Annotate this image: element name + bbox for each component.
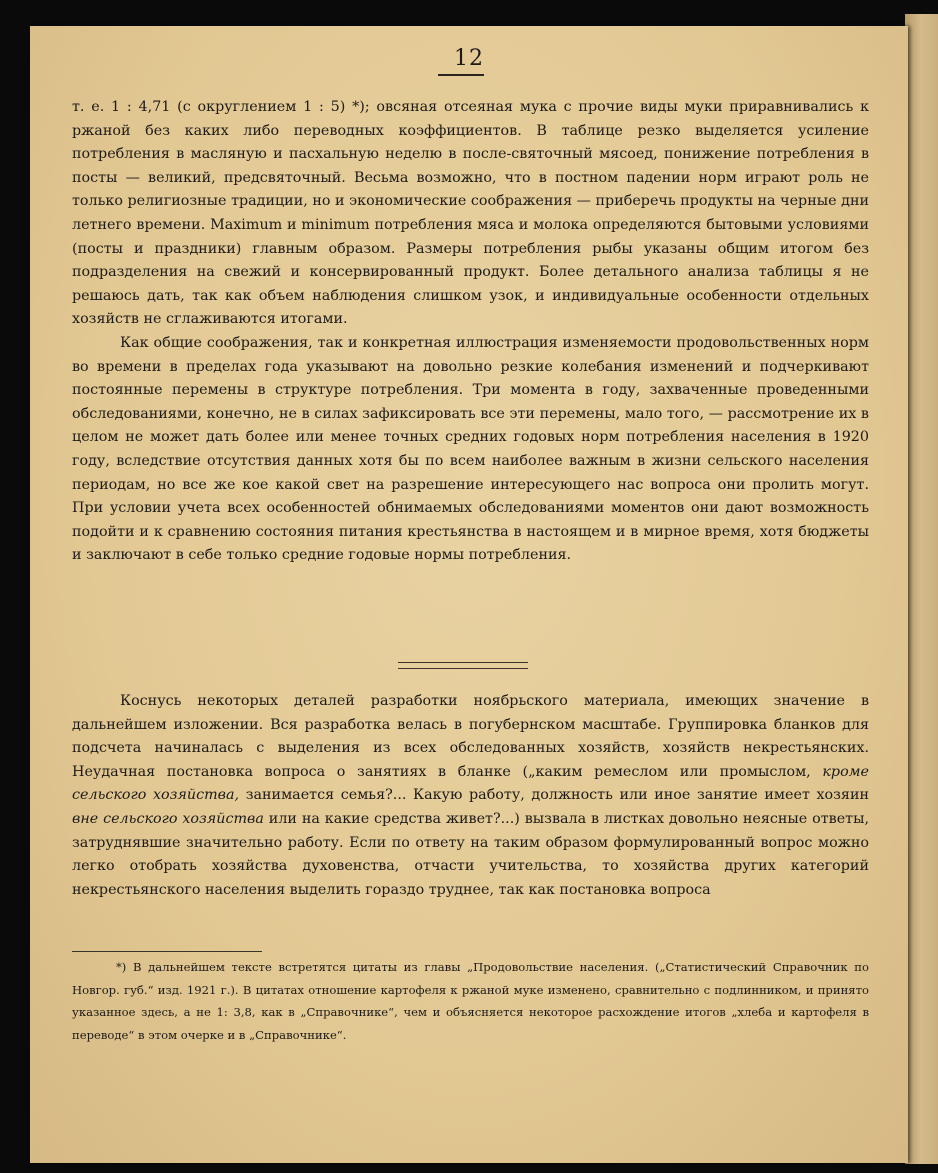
body-text-top bbox=[72, 96, 869, 568]
page-number-underline bbox=[438, 74, 484, 76]
footnote-separator bbox=[72, 951, 262, 952]
paragraph-3 bbox=[72, 690, 869, 902]
book-page bbox=[30, 26, 908, 1163]
paragraph-1: т. е. 1 : 4,71 (с округлением 1 : 5) *); овсяная отсеяная мука с прочие виды муки приравнивались к ржаной без каких либо переводных коэффициентов. В таблице резко выделяется усиление потребления в масляную и пасхальную неделю в после-святочный мясоед, понижение потребления в посты — великий, предсвяточный. Весьма возможно, что в постном падении норм играют роль не только религиозные традиции, но и экономические соображения — приберечь продукты на черные дни летнего времени. Maximum и minimum потребления мяса и молока определяются бытовыми условиями (посты и праздники) главным образом. Размеры потребления рыбы указаны общим итогом без подразделения на свежий и консервированный продукт. Более детального анализа таблицы я не решаюсь дать, так как объем наблюдения слишком узок, и индивидуальные особенности отдельных хозяйств не сглаживаются итогами. bbox=[72, 99, 869, 328]
section-divider bbox=[398, 662, 528, 669]
paragraph-2: Как общие соображения, так и конкретная иллюстрация изменяемости продовольственных норм во времени в пределах года указывают на довольно резкие колебания изменений и подчеркивают постоянные перемены в структуре потребления. Три момента в году, захваченные проведенными обследованиями, конечно, не в силах зафиксировать все эти перемены, мало того, — рассмотрение их в целом не может дать более или менее точных средних годовых норм потребления населения в 1920 году, вследствие отсутствия данных хотя бы по всем наиболее важным в жизни сельского населения периодам, но все же кое какой свет на разрешение интересующего нас вопроса они пролить могут. При условии учета всех особенностей обнимаемых обследованиями моментов они дают возможность подойти и к сравнению состояния питания крестьянства в настоящем и в мирное время, хотя бюджеты и заключают в себе только средние годовые нормы потребления. bbox=[72, 334, 869, 564]
adjacent-page-edge bbox=[905, 14, 938, 1164]
paragraph-3-italic-2: вне сельского хозяйства bbox=[72, 810, 264, 827]
paragraph-3-rest: или на какие средства живет?...) вызвала в листках довольно неясные ответы, затруднявшие значительно работу. Если по ответу на таким образом формулированный вопрос можно легко отобрать хозяйства духовенства, отчасти учительства, то хозяйства других категорий некрестьянского населения выделить гораздо труднее, так как постановка вопроса bbox=[72, 810, 870, 898]
footnote-text: *) В дальнейшем тексте встретятся цитаты из главы „Продовольствие населения. („Статистический Справочник по Новгор. губ.“ изд. 1921 г.). В цитатах отношение картофеля к ржаной муке изменено, сравнительно с подлинником, и принято указанное здесь, а не 1: 3,8, как в „Справочнике“, чем и объясняется некоторое расхождение итогов „хлеба и картофеля в переводе“ в этом очерке и в „Справочнике“. bbox=[72, 960, 869, 1042]
paragraph-3-mid: занимается семья?... Какую работу, должность или иное занятие имеет хозяин bbox=[245, 787, 870, 804]
footnote bbox=[72, 956, 869, 1046]
paragraph-3-intro: Коснусь некоторых деталей разработки ноябрьского материала, имеющих значение в дальнейшем изложении. Вся разработка велась в погубернском масштабе. Группировка бланков для подсчета начиналась с выделения из всех обследованных хозяйств, хозяйств некрестьянских. Неудачная постановка вопроса о занятиях в бланке („каким ремеслом или промыслом, bbox=[72, 693, 869, 780]
body-text-bottom bbox=[72, 690, 869, 902]
paragraph-3-italic-1: кроме сельского хозяйства, bbox=[72, 763, 869, 804]
page-number: 12 bbox=[454, 46, 484, 71]
